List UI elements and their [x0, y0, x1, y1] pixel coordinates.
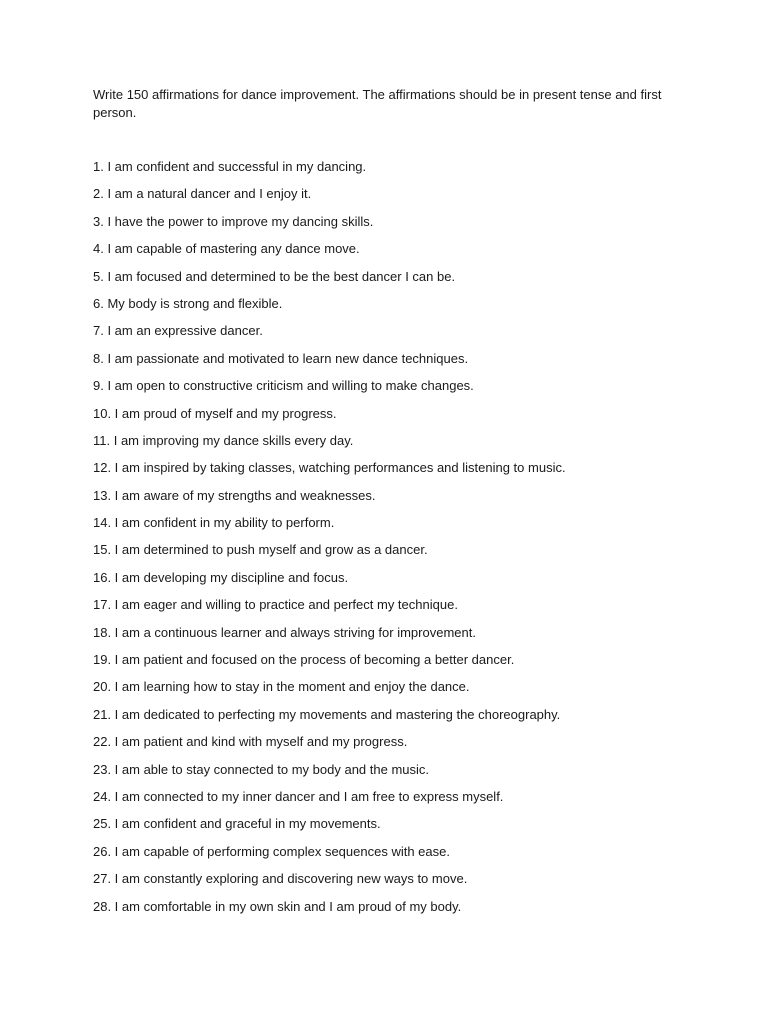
list-item: 15. I am determined to push myself and grow as a dancer.	[93, 542, 428, 558]
affirmation-list	[93, 158, 566, 925]
list-item: 18. I am a continuous learner and always striving for improvement.	[93, 624, 476, 640]
list-item: 27. I am constantly exploring and discovering new ways to move.	[93, 871, 468, 887]
list-item: 20. I am learning how to stay in the moment and enjoy the dance.	[93, 679, 470, 695]
list-item: 17. I am eager and willing to practice and perfect my technique.	[93, 597, 458, 613]
list-item: 28. I am comfortable in my own skin and I am proud of my body.	[93, 898, 462, 914]
list-item: 12. I am inspired by taking classes, watching performances and listening to music.	[93, 460, 566, 476]
list-item: 8. I am passionate and motivated to learn new dance techniques.	[93, 350, 469, 366]
list-item: 3. I have the power to improve my dancing skills.	[93, 213, 374, 229]
list-item: 22. I am patient and kind with myself and my progress.	[93, 734, 408, 750]
list-item: 19. I am patient and focused on the process of becoming a better dancer.	[93, 652, 515, 668]
list-item: 7. I am an expressive dancer.	[93, 323, 263, 339]
list-item: 14. I am confident in my ability to perform.	[93, 515, 335, 531]
list-item: 25. I am confident and graceful in my movements.	[93, 816, 381, 832]
list-item: 26. I am capable of performing complex sequences with ease.	[93, 843, 450, 859]
list-item: 4. I am capable of mastering any dance move.	[93, 241, 360, 257]
list-item: 1. I am confident and successful in my dancing.	[93, 159, 367, 174]
list-item: 11. I am improving my dance skills every day.	[93, 432, 354, 448]
list-item: 21. I am dedicated to perfecting my movements and mastering the choreography.	[93, 706, 561, 722]
list-item: 24. I am connected to my inner dancer and I am free to express myself.	[93, 788, 504, 804]
prompt-text: Write 150 affirmations for dance improvement. The affirmations should be in present tense and first person.	[93, 87, 662, 120]
list-item: 16. I am developing my discipline and focus.	[93, 569, 349, 585]
list-item: 10. I am proud of myself and my progress.	[93, 405, 337, 421]
list-item: 9. I am open to constructive criticism and willing to make changes.	[93, 378, 474, 394]
list-item: 2. I am a natural dancer and I enjoy it.	[93, 186, 312, 202]
list-item: 5. I am focused and determined to be the best dancer I can be.	[93, 268, 456, 284]
list-item: 6. My body is strong and flexible.	[93, 295, 283, 311]
list-item: 23. I am able to stay connected to my body and the music.	[93, 761, 430, 777]
list-item: 13. I am aware of my strengths and weaknesses.	[93, 487, 376, 503]
